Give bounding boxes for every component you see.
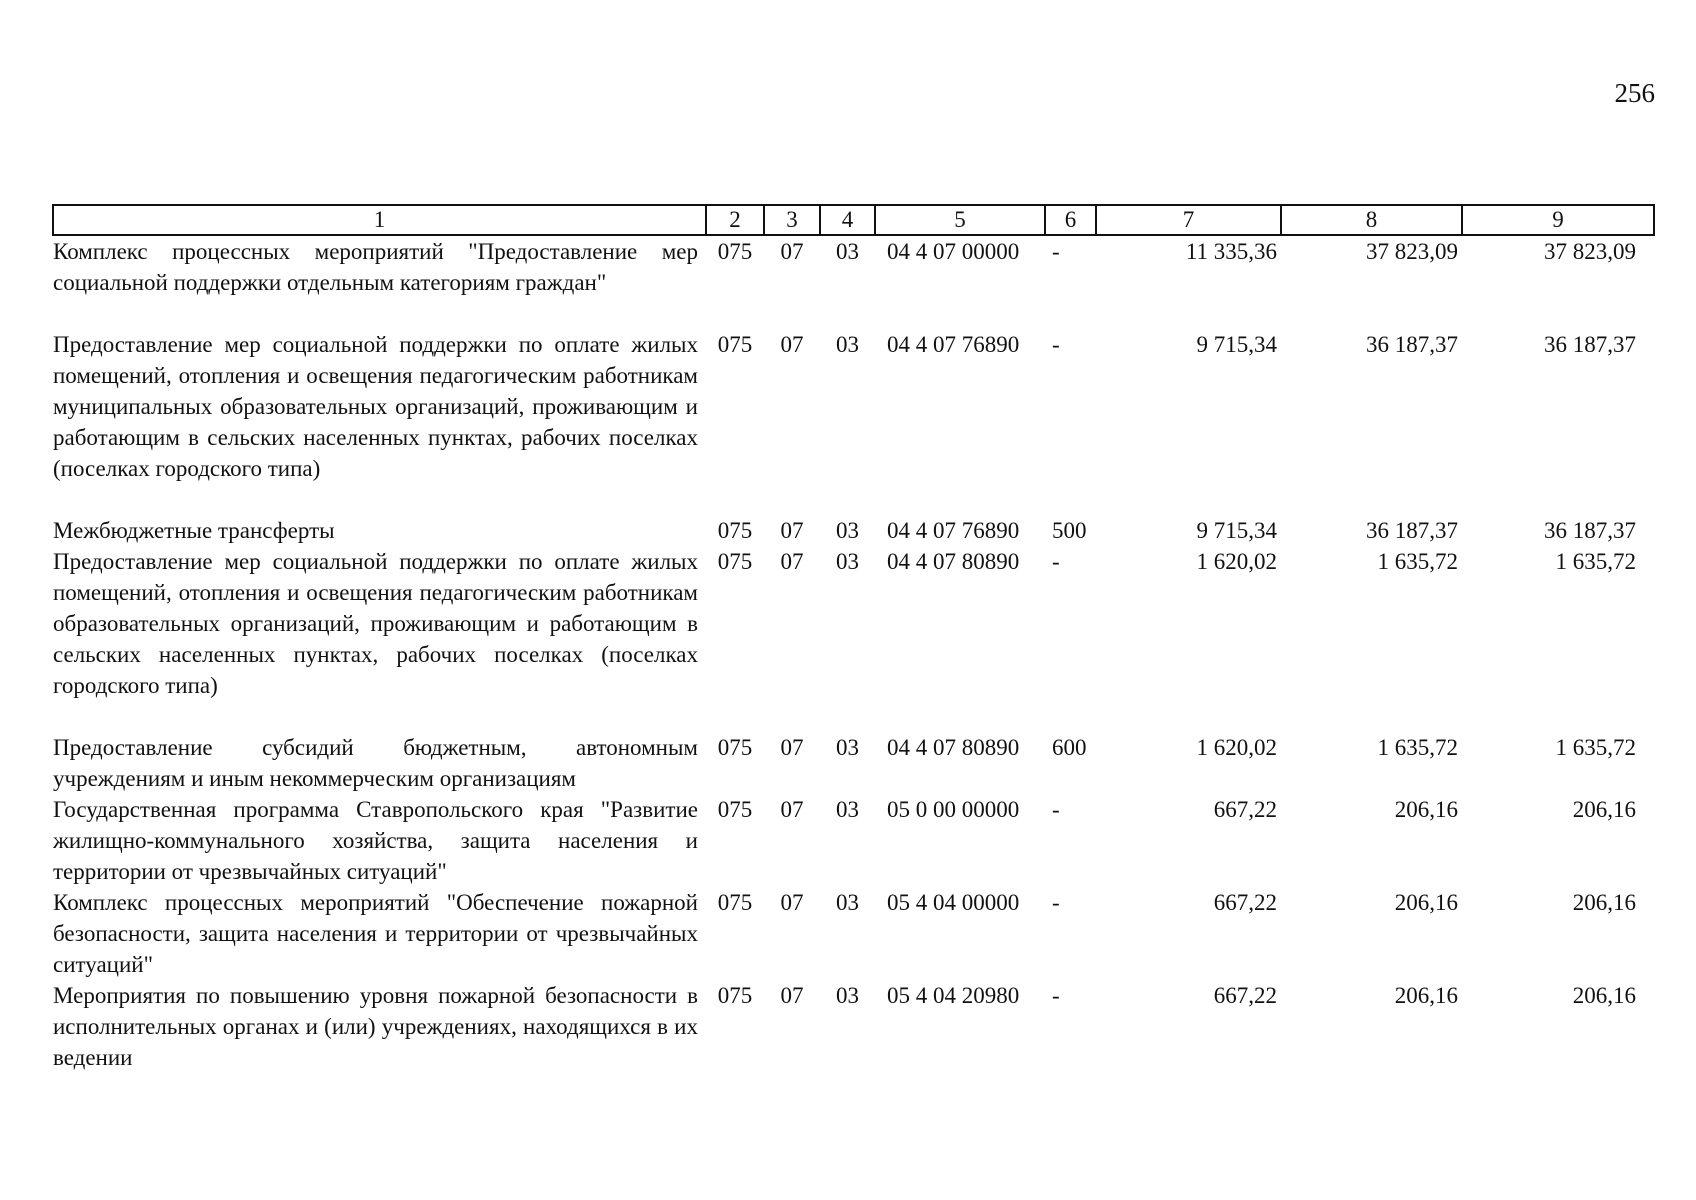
column-header-amount-3: 9	[1462, 205, 1654, 235]
row-name: Предоставление субсидий бюджетным, автономным учреждениям и иным некоммерческим организациям	[53, 735, 698, 791]
subsection-code: 03	[836, 549, 859, 574]
expense-type-code: -	[1052, 549, 1060, 574]
table-header	[53, 205, 1654, 235]
section-code: 07	[780, 890, 804, 915]
table-row	[53, 515, 1654, 546]
expense-type-code: -	[1052, 983, 1060, 1008]
subsection-code: 03	[836, 735, 859, 760]
target-article-code: 05 4 04 00000	[887, 890, 1020, 915]
expense-type-code: 600	[1052, 735, 1087, 760]
expense-type-code: -	[1052, 239, 1060, 264]
section-code: 07	[780, 735, 804, 760]
budget-table	[52, 204, 1655, 1073]
column-header-amount-1: 7	[1096, 205, 1281, 235]
ministry-code: 075	[717, 890, 753, 915]
ministry-code: 075	[717, 549, 753, 574]
amount-2: 1 635,72	[1377, 549, 1458, 574]
amount-1: 667,22	[1213, 983, 1277, 1008]
subsection-code: 03	[836, 890, 859, 915]
section-code: 07	[780, 549, 804, 574]
table-body	[53, 235, 1654, 1073]
page-number: 256	[1614, 78, 1655, 108]
amount-3: 36 187,37	[1544, 518, 1636, 543]
amount-3: 1 635,72	[1555, 549, 1636, 574]
amount-1: 667,22	[1213, 797, 1277, 822]
section-code: 07	[780, 518, 804, 543]
row-name: Предоставление мер социальной поддержки по оплате жилых помещений, отопления и освещения педагогическим работникам образовательных организаций, проживающим и работающим в сельских населенных пунктах, рабочих поселках (поселках городского типа)	[53, 549, 698, 698]
target-article-code: 05 0 00 00000	[887, 797, 1020, 822]
table-row	[53, 546, 1654, 732]
subsection-code: 03	[836, 983, 859, 1008]
target-article-code: 04 4 07 76890	[887, 332, 1020, 357]
amount-2: 206,16	[1394, 983, 1458, 1008]
table-row	[53, 235, 1654, 329]
column-header-name: 1	[53, 205, 706, 235]
ministry-code: 075	[717, 797, 753, 822]
column-header-section: 3	[764, 205, 820, 235]
subsection-code: 03	[836, 332, 859, 357]
table-row	[53, 887, 1654, 980]
amount-3: 206,16	[1572, 983, 1636, 1008]
table-row	[53, 329, 1654, 515]
column-header-ministry: 2	[706, 205, 764, 235]
subsection-code: 03	[836, 797, 859, 822]
amount-1: 1 620,02	[1196, 549, 1277, 574]
expense-type-code: -	[1052, 890, 1060, 915]
expense-type-code: 500	[1052, 518, 1087, 543]
row-name: Комплекс процессных мероприятий "Обеспечение пожарной безопасности, защита населения и территории от чрезвычайных ситуаций"	[53, 890, 698, 977]
amount-2: 206,16	[1394, 890, 1458, 915]
section-code: 07	[780, 239, 804, 264]
target-article-code: 04 4 07 80890	[887, 735, 1020, 760]
row-name: Государственная программа Ставропольского края "Развитие жилищно-коммунального хозяйства, защита населения и территории от чрезвычайных ситуаций"	[53, 797, 698, 884]
amount-1: 667,22	[1213, 890, 1277, 915]
subsection-code: 03	[836, 239, 859, 264]
table-row	[53, 794, 1654, 887]
column-header-target-article: 5	[875, 205, 1045, 235]
expense-type-code: -	[1052, 797, 1060, 822]
amount-2: 206,16	[1394, 797, 1458, 822]
ministry-code: 075	[717, 983, 753, 1008]
amount-3: 206,16	[1572, 797, 1636, 822]
target-article-code: 04 4 07 80890	[887, 549, 1020, 574]
section-code: 07	[780, 797, 804, 822]
expense-type-code: -	[1052, 332, 1060, 357]
ministry-code: 075	[717, 735, 753, 760]
section-code: 07	[780, 332, 804, 357]
ministry-code: 075	[717, 239, 753, 264]
amount-1: 9 715,34	[1196, 518, 1277, 543]
row-name: Мероприятия по повышению уровня пожарной безопасности в исполнительных органах и (или) учреждениях, находящихся в их ведении	[53, 983, 698, 1070]
subsection-code: 03	[836, 518, 859, 543]
column-header-subsection: 4	[820, 205, 875, 235]
amount-1: 11 335,36	[1185, 239, 1277, 264]
row-name: Предоставление мер социальной поддержки по оплате жилых помещений, отопления и освещения педагогическим работникам муниципальных образовательных организаций, проживающим и работающим в сельских населенных пунктах, рабочих поселках (поселках городского типа)	[53, 332, 698, 481]
amount-2: 1 635,72	[1377, 735, 1458, 760]
ministry-code: 075	[717, 332, 753, 357]
row-name: Комплекс процессных мероприятий "Предоставление мер социальной поддержки отдельным категориям граждан"	[53, 239, 698, 295]
column-header-expense-type: 6	[1045, 205, 1096, 235]
section-code: 07	[780, 983, 804, 1008]
header-row	[53, 205, 1654, 235]
row-name: Межбюджетные трансферты	[53, 518, 335, 543]
table-row	[53, 980, 1654, 1073]
amount-1: 9 715,34	[1196, 332, 1277, 357]
amount-2: 37 823,09	[1366, 239, 1458, 264]
amount-3: 37 823,09	[1544, 239, 1636, 264]
column-header-amount-2: 8	[1281, 205, 1462, 235]
target-article-code: 04 4 07 00000	[887, 239, 1020, 264]
amount-3: 36 187,37	[1544, 332, 1636, 357]
amount-2: 36 187,37	[1366, 518, 1458, 543]
amount-2: 36 187,37	[1366, 332, 1458, 357]
table-row	[53, 732, 1654, 794]
target-article-code: 05 4 04 20980	[887, 983, 1020, 1008]
target-article-code: 04 4 07 76890	[887, 518, 1020, 543]
amount-3: 1 635,72	[1555, 735, 1636, 760]
ministry-code: 075	[717, 518, 753, 543]
amount-1: 1 620,02	[1196, 735, 1277, 760]
amount-3: 206,16	[1572, 890, 1636, 915]
